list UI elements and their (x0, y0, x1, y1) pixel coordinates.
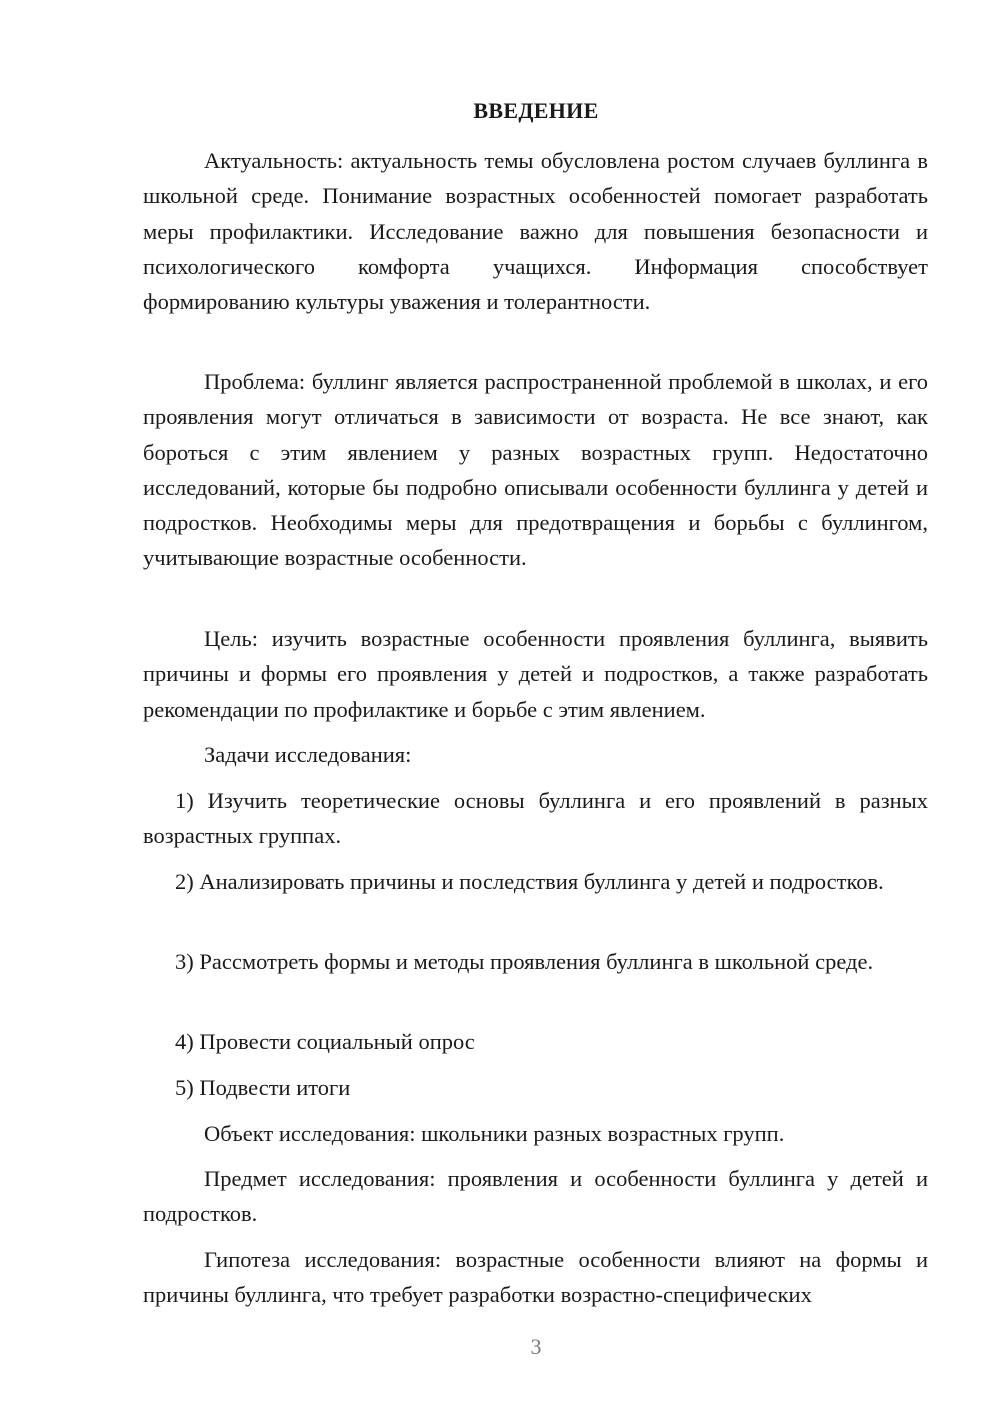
object-paragraph: Объект исследования: школьники разных возрастных групп. (204, 1121, 785, 1146)
task-item-2: 2) Анализировать причины и последствия буллинга у детей и подростков. (175, 869, 884, 894)
tasks-title: Задачи исследования: (204, 742, 412, 767)
task-item-4: 4) Провести социальный опрос (175, 1029, 475, 1054)
goal-paragraph: Цель: изучить возрастные особенности проявления буллинга, выявить причины и формы его проявления у детей и подростков, а также разработать рекомендации по профилактике и борьбе с этим явлением. (143, 626, 928, 722)
problem-paragraph: Проблема: буллинг является распространенной проблемой в школах, и его проявления могут отличаться в зависимости от возраста. Не все знают, как бороться с этим явлением у разных возрастных групп. Недостаточно исследований, которые бы подробно описывали особенности буллинга у детей и подростков. Необходимы меры для предотвращения и борьбы с буллингом, учитывающие возрастные особенности. (143, 369, 928, 571)
page-title: ВВЕДЕНИЕ (473, 98, 599, 123)
subject-paragraph: Предмет исследования: проявления и особенности буллинга у детей и подростков. (143, 1166, 928, 1227)
hypothesis-paragraph: Гипотеза исследования: возрастные особенности влияют на формы и причины буллинга, что требует разработки возрастно-специфических (143, 1247, 928, 1308)
task-item-3: 3) Рассмотреть формы и методы проявления буллинга в школьной среде. (175, 949, 874, 974)
task-item-5: 5) Подвести итоги (175, 1075, 351, 1100)
task-item-1: 1) Изучить теоретические основы буллинга и его проявлений в разных возрастных группах. (143, 788, 928, 849)
page-number: 3 (530, 1334, 542, 1359)
relevance-paragraph: Актуальность: актуальность темы обусловлена ростом случаев буллинга в школьной среде. Понимание возрастных особенностей помогает разработать меры профилактики. Исследование важно для повышения безопасности и психологического комфорта учащихся. Информация способствует формированию культуры уважения и толерантности. (143, 148, 928, 315)
